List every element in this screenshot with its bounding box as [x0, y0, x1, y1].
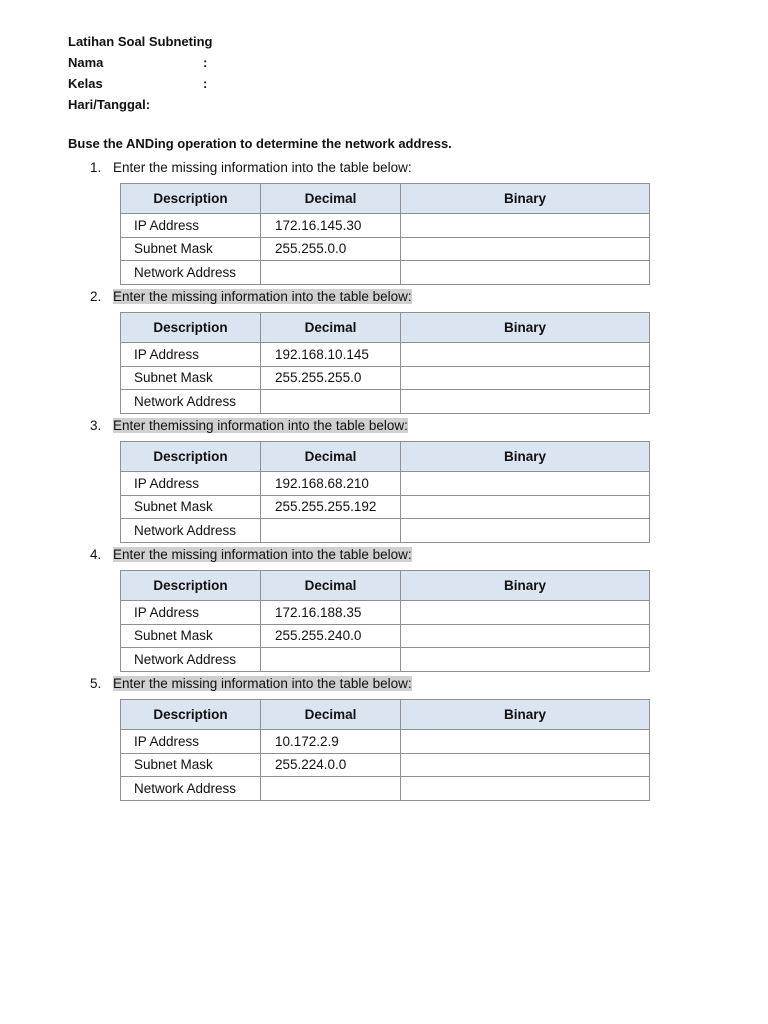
col-decimal: Decimal — [261, 313, 401, 343]
question-text: Enter the missing information into the table below: — [113, 676, 412, 691]
row-label: Network Address — [121, 261, 261, 285]
mask-binary-cell[interactable] — [401, 495, 650, 519]
question-text: Enter the missing information into the table below: — [113, 160, 412, 175]
kelas-colon: : — [203, 76, 208, 91]
ip-binary-cell[interactable] — [401, 214, 650, 238]
question-number: 4. — [90, 547, 102, 562]
nama-label: Nama — [68, 55, 104, 70]
network-binary-cell[interactable] — [401, 519, 650, 543]
question-5 — [90, 676, 412, 691]
col-binary: Binary — [401, 184, 650, 214]
col-binary: Binary — [401, 571, 650, 601]
question-1 — [90, 160, 412, 175]
question-2 — [90, 289, 412, 304]
table-row — [121, 519, 650, 543]
table-row — [121, 624, 650, 648]
question-4 — [90, 547, 412, 562]
table-row — [121, 472, 650, 496]
mask-binary-cell[interactable] — [401, 624, 650, 648]
col-binary: Binary — [401, 700, 650, 730]
question-text: Enter the missing information into the table below: — [113, 547, 412, 562]
ip-decimal: 172.16.188.35 — [261, 601, 401, 625]
question-1-table — [120, 183, 650, 285]
ip-decimal: 10.172.2.9 — [261, 730, 401, 754]
table-row — [121, 390, 650, 414]
col-description: Description — [121, 313, 261, 343]
nama-row — [68, 54, 212, 75]
row-label: Subnet Mask — [121, 366, 261, 390]
question-number: 3. — [90, 418, 102, 433]
ip-decimal: 192.168.10.145 — [261, 343, 401, 367]
col-description: Description — [121, 700, 261, 730]
row-label: IP Address — [121, 730, 261, 754]
row-label: Network Address — [121, 648, 261, 672]
row-label: Network Address — [121, 519, 261, 543]
ip-binary-cell[interactable] — [401, 472, 650, 496]
row-label: Network Address — [121, 390, 261, 414]
row-label: IP Address — [121, 601, 261, 625]
network-decimal-cell[interactable] — [261, 261, 401, 285]
table-row — [121, 601, 650, 625]
ip-decimal: 192.168.68.210 — [261, 472, 401, 496]
question-3 — [90, 418, 408, 433]
hari-label: Hari/Tanggal: — [68, 97, 151, 112]
table-header-row — [121, 184, 650, 214]
mask-decimal: 255.255.255.0 — [261, 366, 401, 390]
hari-row — [68, 96, 212, 117]
network-decimal-cell[interactable] — [261, 648, 401, 672]
network-decimal-cell[interactable] — [261, 519, 401, 543]
network-binary-cell[interactable] — [401, 390, 650, 414]
table-row — [121, 495, 650, 519]
col-description: Description — [121, 571, 261, 601]
network-decimal-cell[interactable] — [261, 777, 401, 801]
network-binary-cell[interactable] — [401, 648, 650, 672]
col-binary: Binary — [401, 442, 650, 472]
ip-binary-cell[interactable] — [401, 730, 650, 754]
ip-binary-cell[interactable] — [401, 601, 650, 625]
col-decimal: Decimal — [261, 700, 401, 730]
row-label: IP Address — [121, 472, 261, 496]
mask-decimal: 255.224.0.0 — [261, 753, 401, 777]
table-header-row — [121, 442, 650, 472]
question-number: 2. — [90, 289, 102, 304]
network-binary-cell[interactable] — [401, 777, 650, 801]
table-row — [121, 214, 650, 238]
doc-title: Latihan Soal Subneting — [68, 34, 213, 49]
col-decimal: Decimal — [261, 184, 401, 214]
table-row — [121, 730, 650, 754]
col-binary: Binary — [401, 313, 650, 343]
row-label: Subnet Mask — [121, 624, 261, 648]
kelas-label: Kelas — [68, 76, 103, 91]
row-label: Subnet Mask — [121, 237, 261, 261]
mask-decimal: 255.255.0.0 — [261, 237, 401, 261]
table-row — [121, 237, 650, 261]
kelas-row — [68, 75, 212, 96]
table-header-row — [121, 313, 650, 343]
mask-binary-cell[interactable] — [401, 753, 650, 777]
table-row — [121, 343, 650, 367]
question-5-table — [120, 699, 650, 801]
question-4-table — [120, 570, 650, 672]
question-number: 1. — [90, 160, 102, 175]
mask-decimal: 255.255.255.192 — [261, 495, 401, 519]
mask-binary-cell[interactable] — [401, 366, 650, 390]
mask-decimal: 255.255.240.0 — [261, 624, 401, 648]
table-header-row — [121, 571, 650, 601]
table-row — [121, 261, 650, 285]
question-3-table — [120, 441, 650, 543]
question-2-table — [120, 312, 650, 414]
mask-binary-cell[interactable] — [401, 237, 650, 261]
network-binary-cell[interactable] — [401, 261, 650, 285]
col-description: Description — [121, 184, 261, 214]
table-row — [121, 753, 650, 777]
question-number: 5. — [90, 676, 102, 691]
network-decimal-cell[interactable] — [261, 390, 401, 414]
table-header-row — [121, 700, 650, 730]
row-label: Network Address — [121, 777, 261, 801]
col-decimal: Decimal — [261, 442, 401, 472]
instruction-text: Buse the ANDing operation to determine the network address. — [68, 136, 452, 151]
row-label: Subnet Mask — [121, 753, 261, 777]
question-text: Enter themissing information into the table below: — [113, 418, 408, 433]
row-label: IP Address — [121, 343, 261, 367]
table-row — [121, 777, 650, 801]
row-label: IP Address — [121, 214, 261, 238]
ip-binary-cell[interactable] — [401, 343, 650, 367]
col-decimal: Decimal — [261, 571, 401, 601]
col-description: Description — [121, 442, 261, 472]
document-header — [68, 33, 212, 117]
nama-colon: : — [203, 55, 208, 70]
question-text: Enter the missing information into the table below: — [113, 289, 412, 304]
table-row — [121, 366, 650, 390]
table-row — [121, 648, 650, 672]
ip-decimal: 172.16.145.30 — [261, 214, 401, 238]
row-label: Subnet Mask — [121, 495, 261, 519]
